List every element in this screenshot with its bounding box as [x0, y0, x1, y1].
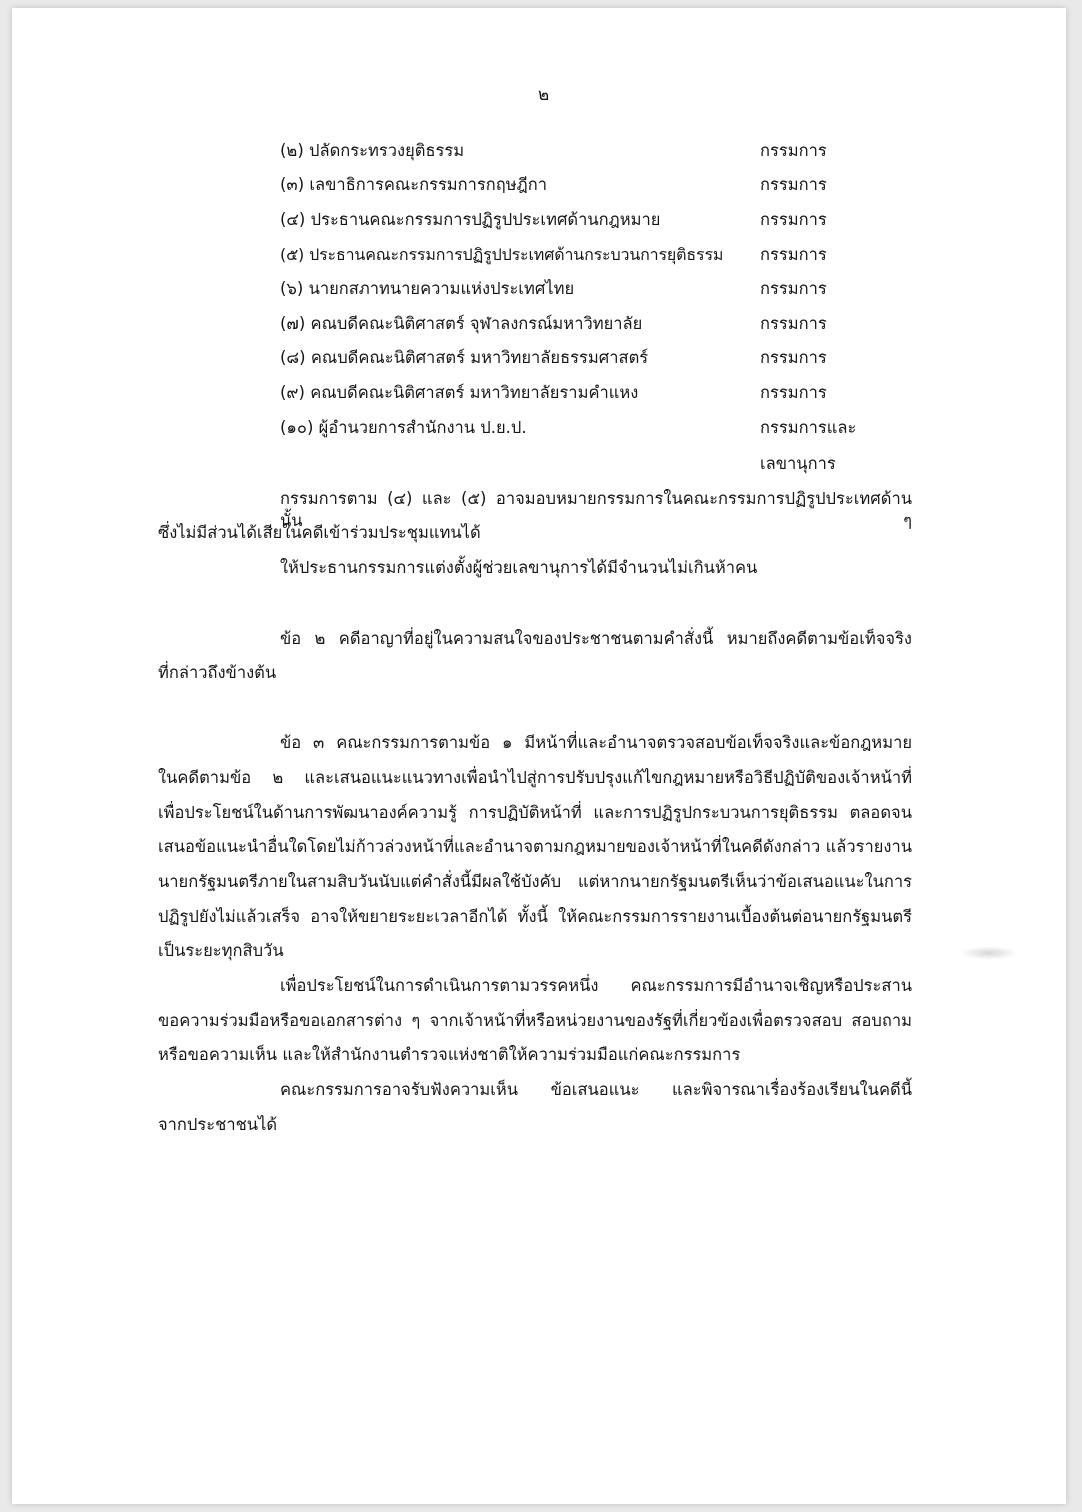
member-label: (๔) ประธานคณะกรรมการปฏิรูปประเทศด้านกฎหมาย — [280, 210, 661, 229]
page-number: ๒ — [538, 85, 550, 105]
scan-smudge — [960, 946, 1018, 960]
assistant-paragraph: ให้ประธานกรรมการแต่งตั้งผู้ช่วยเลขานุการได้มีจำนวนไม่เกินห้าคน — [280, 558, 758, 577]
member-role: กรรมการและ — [760, 418, 857, 437]
member-role: กรรมการ — [760, 348, 827, 367]
clause-3-line: ในคดีตามข้อ ๒ และเสนอแนะแนวทางเพื่อนำไปสู่การปรับปรุงแก้ไขกฎหมายหรือวิธีปฏิบัติของเจ้าหน้าที่ — [158, 768, 912, 787]
member-label: (๓) เลขาธิการคณะกรรมการกฤษฎีกา — [280, 175, 547, 194]
clause-3-line: นายกรัฐมนตรีภายในสามสิบวันนับแต่คำสั่งนี้มีผลใช้บังคับ แต่หากนายกรัฐมนตรีเห็นว่าข้อเสนอแนะในการ — [158, 872, 912, 891]
member-label: (๖) นายกสภาทนายความแห่งประเทศไทย — [280, 279, 575, 298]
member-role: กรรมการ — [760, 314, 827, 333]
delegation-paragraph-line: ซึ่งไม่มีส่วนได้เสียในคดีเข้าร่วมประชุมแทนได้ — [158, 523, 481, 542]
cooperation-paragraph-line: เพื่อประโยชน์ในการดำเนินการตามวรรคหนึ่ง คณะกรรมการมีอำนาจเชิญหรือประสาน — [280, 976, 912, 995]
clause-2-line: ที่กล่าวถึงข้างต้น — [158, 663, 277, 682]
clause-2-line: ข้อ ๒ คดีอาญาที่อยู่ในความสนใจของประชาชนตามคำสั่งนี้ หมายถึงคดีตามข้อเท็จจริง — [280, 629, 912, 648]
clause-3-line: เป็นระยะทุกสิบวัน — [158, 941, 284, 960]
member-label: (๑๐) ผู้อำนวยการสำนักงาน ป.ย.ป. — [280, 418, 527, 437]
clause-3-line: ข้อ ๓ คณะกรรมการตามข้อ ๑ มีหน้าที่และอำนาจตรวจสอบข้อเท็จจริงและข้อกฎหมาย — [280, 733, 912, 752]
member-role: กรรมการ — [760, 279, 827, 298]
member-label: (๗) คณบดีคณะนิติศาสตร์ จุฬาลงกรณ์มหาวิทยาลัย — [280, 314, 643, 333]
member-role: กรรมการ — [760, 245, 827, 264]
member-label: (๕) ประธานคณะกรรมการปฏิรูปประเทศด้านกระบวนการยุติธรรม — [280, 245, 724, 264]
member-role: กรรมการ — [760, 383, 827, 402]
public-input-paragraph-line: จากประชาชนได้ — [158, 1115, 278, 1134]
member-label: (๙) คณบดีคณะนิติศาสตร์ มหาวิทยาลัยรามคำแหง — [280, 383, 639, 402]
clause-3-line: ปฏิรูปยังไม่แล้วเสร็จ อาจให้ขยายระยะเวลาอีกได้ ทั้งนี้ ให้คณะกรรมการรายงานเบื้องต้นต่อนายกรัฐมนตรี — [158, 907, 912, 926]
public-input-paragraph-line: คณะกรรมการอาจรับฟังความเห็น ข้อเสนอแนะ และพิจารณาเรื่องร้องเรียนในคดีนี้ — [280, 1080, 912, 1099]
cooperation-paragraph-line: หรือขอความเห็น และให้สำนักงานตำรวจแห่งชาติให้ความร่วมมือแก่คณะกรรมการ — [158, 1045, 741, 1064]
clause-3-line: เพื่อประโยชน์ในด้านการพัฒนาองค์ความรู้ การปฏิบัติหน้าที่ และการปฏิรูปกระบวนการยุติธรรม ตลอดจน — [158, 803, 912, 822]
member-label: (๒) ปลัดกระทรวงยุติธรรม — [280, 141, 465, 160]
delegation-paragraph-line: กรรมการตาม (๔) และ (๕) อาจมอบหมายกรรมการในคณะกรรมการปฏิรูปประเทศด้านนั้น ๆ — [280, 489, 912, 530]
member-role: กรรมการ — [760, 175, 827, 194]
member-role: กรรมการ — [760, 210, 827, 229]
member-role-continued: เลขานุการ — [760, 454, 836, 473]
cooperation-paragraph-line: ขอความร่วมมือหรือขอเอกสารต่าง ๆ จากเจ้าหน้าที่หรือหน่วยงานของรัฐที่เกี่ยวข้องเพื่อตรวจสอบ สอบถาม — [158, 1011, 912, 1030]
member-role: กรรมการ — [760, 141, 827, 160]
document-page — [12, 8, 1066, 1504]
member-label: (๘) คณบดีคณะนิติศาสตร์ มหาวิทยาลัยธรรมศาสตร์ — [280, 348, 649, 367]
clause-3-line: เสนอข้อแนะนำอื่นใดโดยไม่ก้าวล่วงหน้าที่และอำนาจตามกฎหมายของเจ้าหน้าที่ในคดีดังกล่าว แล้วรายงาน — [158, 837, 912, 856]
